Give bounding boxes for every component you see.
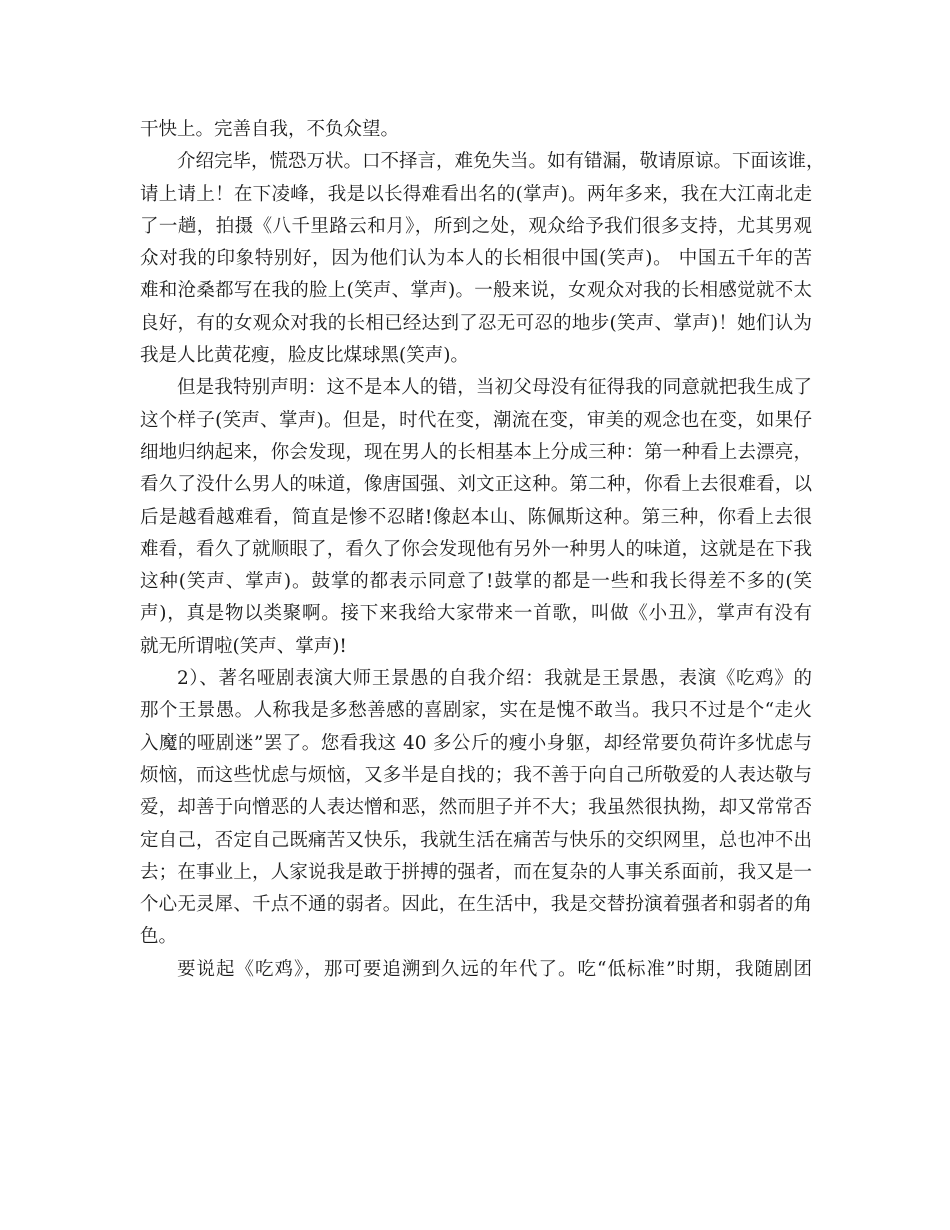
text-line: 这个样子(笑声、掌声)。但是，时代在变，潮流在变，审美的观念也在变，如果仔 — [140, 409, 812, 431]
text-line: 定自己，否定自己既痛苦又快乐，我就生活在痛苦与快乐的交织网里，总也冲不出 — [140, 829, 812, 851]
text-line: 2）、著名哑剧表演大师王景愚的自我介绍：我就是王景愚，表演《吃鸡》的 — [177, 668, 812, 690]
paragraph — [140, 372, 812, 663]
text-line: 难看，看久了就顺眼了，看久了你会发现他有另外一种男人的味道，这就是在下我 — [140, 538, 812, 560]
text-line: 但是我特别声明：这不是本人的错，当初父母没有征得我的同意就把我生成了 — [177, 377, 812, 399]
text-line: 烦恼，而这些忧虑与烦恼，又多半是自找的；我不善于向自己所敬爱的人表达敬与 — [140, 764, 812, 786]
text-line: 我是人比黄花瘦，脸皮比煤球黑(笑声)。 — [140, 345, 469, 367]
text-line: 要说起《吃鸡》，那可要追溯到久远的年代了。吃“低标准”时期，我随剧团 — [177, 958, 812, 980]
text-line: 入魔的哑剧迷”罢了。您看我这 40 多公斤的瘦小身躯，却经常要负荷许多忧虑与 — [140, 732, 812, 754]
text-line: 众对我的印象特别好，因为他们认为本人的长相很中国(笑声)。 中国五千年的苦 — [140, 248, 812, 270]
text-line: 爱，却善于向憎恶的人表达憎和恶，然而胆子并不大；我虽然很执拗，却又常常否 — [140, 797, 812, 819]
text-line: 声)，真是物以类聚啊。接下来我给大家带来一首歌，叫做《小丑》，掌声有没有 — [140, 603, 812, 625]
document-body — [140, 114, 825, 986]
text-line: 难和沧桑都写在我的脸上(笑声、掌声)。一般来说，女观众对我的长相感觉就不太 — [140, 280, 812, 302]
text-line: 这种(笑声、掌声)。鼓掌的都表示同意了!鼓掌的都是一些和我长得差不多的(笑 — [140, 571, 812, 593]
text-line: 后是越看越难看，简直是惨不忍睹!像赵本山、陈佩斯这种。第三种，你看上去很 — [140, 506, 812, 528]
text-line: 请上请上！在下凌峰，我是以长得难看出名的(掌声)。两年多来，我在大江南北走 — [140, 183, 812, 205]
text-line: 去；在事业上，人家说我是敢于拼搏的强者，而在复杂的人事关系面前，我又是一 — [140, 861, 812, 883]
text-line: 细地归纳起来，你会发现，现在男人的长相基本上分成三种：第一种看上去漂亮， — [140, 441, 812, 463]
text-line: 介绍完毕，慌恐万状。口不择言，难免失当。如有错漏，敬请原谅。下面该谁， — [177, 151, 825, 173]
paragraph — [140, 954, 812, 986]
text-line: 个心无灵犀、千点不通的弱者。因此，在生活中，我是交替扮演着强者和弱者的角 — [140, 894, 812, 916]
text-line: 那个王景愚。人称我是多愁善感的喜剧家，实在是愧不敢当。我只不过是个“走火 — [140, 700, 812, 722]
text-line: 了一趟，拍摄《八千里路云和月》，所到之处，观众给予我们很多支持，尤其男观 — [140, 215, 812, 237]
text-line: 看久了没什么男人的味道，像唐国强、刘文正这种。第二种，你看上去很难看，以 — [140, 474, 812, 496]
text-line: 良好，有的女观众对我的长相已经达到了忍无可忍的地步(笑声、掌声)！她们认为 — [140, 312, 812, 334]
paragraph — [140, 114, 812, 146]
text-line: 干快上。完善自我，不负众望。 — [140, 119, 400, 140]
text-line: 色。 — [140, 926, 178, 948]
paragraph — [140, 146, 825, 372]
text-line: 就无所谓啦(笑声、掌声)! — [140, 635, 347, 657]
paragraph — [140, 663, 812, 954]
